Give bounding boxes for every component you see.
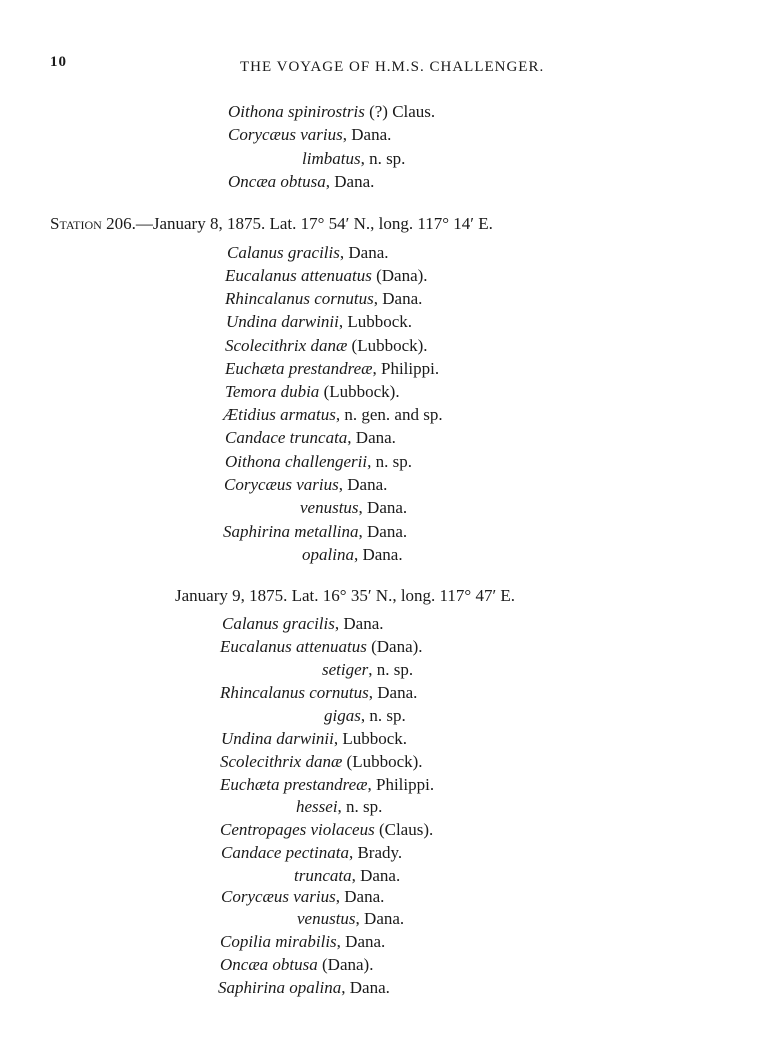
- species-entry: [225, 452, 412, 472]
- species-authority: , Dana.: [325, 172, 375, 191]
- species-name: Undina darwinii: [221, 729, 334, 748]
- species-name: Candace truncata: [225, 428, 348, 447]
- species-authority: , Lubbock.: [333, 729, 408, 748]
- species-authority: (Lubbock).: [319, 382, 400, 401]
- species-name: venustus: [300, 498, 359, 517]
- species-authority: , Philippi.: [372, 359, 440, 378]
- species-entry: [220, 820, 433, 840]
- species-entry: [228, 125, 391, 145]
- species-authority: , Dana.: [373, 289, 423, 308]
- species-name: Oncæa obtusa: [228, 172, 326, 191]
- species-name: Corycæus varius: [228, 125, 343, 144]
- species-authority: (Claus).: [374, 820, 434, 839]
- species-entry: [225, 382, 400, 402]
- species-authority: (Lubbock).: [342, 752, 423, 771]
- species-authority: , n. sp.: [337, 797, 383, 816]
- species-name: opalina: [302, 545, 354, 564]
- species-name: Rhincalanus cornutus: [220, 683, 369, 702]
- species-authority: , Dana.: [347, 428, 396, 447]
- species-authority: , n. sp.: [368, 660, 414, 679]
- species-name: Corycæus varius: [224, 475, 339, 494]
- species-authority: (Dana).: [371, 266, 428, 285]
- species-entry: [302, 545, 403, 565]
- species-name: Oncæa obtusa: [220, 955, 318, 974]
- species-entry: [220, 932, 385, 952]
- species-name: Copilia mirabilis: [220, 932, 337, 951]
- species-name: Undina darwinii: [226, 312, 339, 331]
- species-name: Saphirina opalina: [218, 978, 342, 997]
- species-authority: , Dana.: [368, 683, 418, 702]
- species-name: Ætidius armatus: [223, 405, 336, 424]
- species-entry: [221, 729, 407, 749]
- species-name: Candace pectinata: [221, 843, 349, 862]
- species-authority: , Lubbock.: [338, 312, 413, 331]
- species-entry: [220, 752, 423, 772]
- species-entry: [223, 522, 407, 542]
- species-entry: [322, 660, 413, 680]
- species-authority: , Dana.: [351, 866, 401, 885]
- species-authority: , n. sp.: [360, 149, 406, 168]
- species-entry: [226, 312, 412, 332]
- species-authority: , Dana.: [358, 522, 408, 541]
- species-authority: (Dana).: [366, 637, 423, 656]
- species-authority: , Dana.: [353, 545, 403, 564]
- species-name: Corycæus varius: [221, 887, 336, 906]
- species-authority: , Dana.: [342, 125, 392, 144]
- species-name: venustus: [297, 909, 356, 928]
- species-authority: , Dana.: [335, 887, 385, 906]
- species-entry: [223, 405, 443, 425]
- species-name: Oithona challengerii: [225, 452, 368, 471]
- species-entry: [228, 102, 435, 122]
- station-heading: January 9, 1875. Lat. 16° 35′ N., long. 117° 47′ E.: [175, 586, 516, 605]
- species-authority: (Dana).: [317, 955, 374, 974]
- station-heading: [50, 214, 493, 234]
- page-number: 10: [50, 54, 67, 70]
- species-name: Calanus gracilis: [222, 614, 335, 633]
- species-name: Eucalanus attenuatus: [220, 637, 367, 656]
- species-authority: (?) Claus.: [364, 102, 436, 121]
- species-entry: [225, 359, 439, 379]
- species-entry: [297, 909, 404, 929]
- species-name: Temora dubia: [225, 382, 320, 401]
- species-authority: , Dana.: [358, 498, 408, 517]
- species-name: Saphirina metallina: [223, 522, 359, 541]
- species-entry: [220, 955, 373, 975]
- species-entry: [294, 866, 400, 886]
- species-entry: [300, 498, 407, 518]
- species-name: Scolecithrix danæ: [220, 752, 343, 771]
- species-name: truncata: [294, 866, 352, 885]
- species-entry: [220, 775, 434, 795]
- species-authority: , n. sp.: [360, 706, 406, 725]
- species-entry: [228, 172, 374, 192]
- species-entry: [225, 428, 396, 448]
- species-authority: , Dana.: [338, 475, 388, 494]
- species-authority: , Brady.: [348, 843, 403, 862]
- species-entry: [225, 336, 428, 356]
- species-entry: [225, 289, 422, 309]
- species-authority: , Dana.: [341, 978, 390, 997]
- species-authority: , Dana.: [334, 614, 384, 633]
- species-name: gigas: [324, 706, 361, 725]
- species-name: limbatus: [302, 149, 361, 168]
- running-head: THE VOYAGE OF H.M.S. CHALLENGER.: [240, 59, 545, 75]
- species-authority: , Philippi.: [367, 775, 435, 794]
- species-entry: [220, 683, 417, 703]
- species-entry: [224, 475, 387, 495]
- species-entry: [221, 843, 402, 863]
- species-entry: [221, 887, 384, 907]
- species-name: setiger: [322, 660, 369, 679]
- station-label: Station 206.: [50, 214, 136, 233]
- species-entry: [218, 978, 390, 998]
- species-name: Euchæta prestandreæ: [225, 359, 373, 378]
- species-name: Centropages violaceus: [220, 820, 375, 839]
- species-name: Scolecithrix danæ: [225, 336, 348, 355]
- species-entry: [222, 614, 384, 634]
- species-name: Calanus gracilis: [227, 243, 340, 262]
- species-authority: , n. gen. and sp.: [335, 405, 443, 424]
- species-name: hessei: [296, 797, 338, 816]
- species-authority: , Dana.: [339, 243, 389, 262]
- species-name: Eucalanus attenuatus: [225, 266, 372, 285]
- species-authority: , Dana.: [355, 909, 405, 928]
- species-name: Rhincalanus cornutus: [225, 289, 374, 308]
- species-entry: [296, 797, 382, 817]
- station-date-position: —January 8, 1875. Lat. 17° 54′ N., long. 117° 14′ E.: [135, 214, 493, 233]
- species-entry: [324, 706, 406, 726]
- species-name: Oithona spinirostris: [228, 102, 365, 121]
- species-name: Euchæta prestandreæ: [220, 775, 368, 794]
- species-authority: , n. sp.: [367, 452, 412, 471]
- species-authority: (Lubbock).: [347, 336, 428, 355]
- species-entry: [302, 149, 405, 169]
- species-entry: [227, 243, 389, 263]
- species-authority: , Dana.: [336, 932, 386, 951]
- species-entry: [220, 637, 423, 657]
- species-entry: [225, 266, 428, 286]
